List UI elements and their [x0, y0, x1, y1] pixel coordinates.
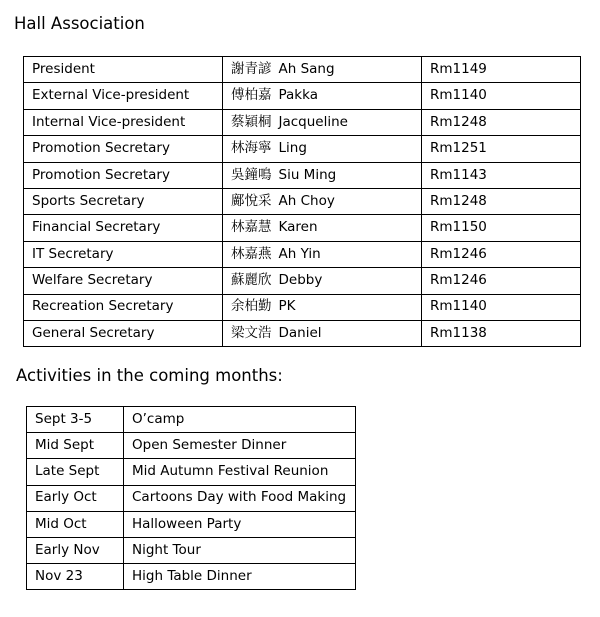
chinese-name: 林海寧: [231, 140, 272, 157]
role-cell: Recreation Secretary: [24, 294, 223, 320]
chinese-name: 吳鐘鳴: [231, 166, 272, 183]
english-name: Siu Ming: [278, 166, 337, 183]
amount-cell: Rm1246: [422, 241, 581, 267]
amount-cell: Rm1140: [422, 294, 581, 320]
table-row: [27, 511, 356, 537]
chinese-name: 林嘉慧: [231, 219, 272, 236]
chinese-name: 梁文浩: [231, 324, 272, 341]
name-cell: [223, 188, 422, 214]
english-name: Ah Choy: [278, 192, 335, 209]
date-cell: Nov 23: [27, 564, 124, 590]
table-row: [24, 188, 581, 214]
name-cell: [223, 215, 422, 241]
table-row: [24, 83, 581, 109]
activities-heading: Activities in the coming months:: [16, 366, 283, 385]
date-cell: Late Sept: [27, 459, 124, 485]
name-cell: [223, 136, 422, 162]
table-row: [24, 241, 581, 267]
english-name: PK: [278, 298, 296, 315]
english-name: Ling: [278, 140, 307, 157]
table-row: [24, 268, 581, 294]
amount-cell: Rm1251: [422, 136, 581, 162]
amount-cell: Rm1138: [422, 320, 581, 346]
amount-cell: Rm1140: [422, 83, 581, 109]
date-cell: Early Oct: [27, 485, 124, 511]
date-cell: Sept 3-5: [27, 407, 124, 433]
table-row: [27, 537, 356, 563]
event-cell: O’camp: [124, 407, 356, 433]
amount-cell: Rm1150: [422, 215, 581, 241]
name-cell: [223, 83, 422, 109]
event-cell: Mid Autumn Festival Reunion: [124, 459, 356, 485]
name-cell: [223, 294, 422, 320]
officers-table: [23, 56, 581, 347]
event-cell: Open Semester Dinner: [124, 433, 356, 459]
name-cell: [223, 162, 422, 188]
table-row: [24, 136, 581, 162]
chinese-name: 蔡穎桐: [231, 113, 272, 130]
table-row: [24, 109, 581, 135]
page-title: Hall Association: [14, 14, 145, 33]
role-cell: IT Secretary: [24, 241, 223, 267]
english-name: Debby: [278, 272, 323, 289]
table-row: [24, 320, 581, 346]
table-row: [24, 162, 581, 188]
table-row: [24, 57, 581, 83]
event-cell: Halloween Party: [124, 511, 356, 537]
table-row: [27, 433, 356, 459]
chinese-name: 余柏勤: [231, 298, 272, 315]
event-cell: Cartoons Day with Food Making: [124, 485, 356, 511]
name-cell: [223, 109, 422, 135]
role-cell: Welfare Secretary: [24, 268, 223, 294]
english-name: Pakka: [278, 87, 318, 104]
role-cell: External Vice-president: [24, 83, 223, 109]
table-row: [24, 294, 581, 320]
english-name: Daniel: [278, 324, 322, 341]
english-name: Jacqueline: [278, 113, 348, 130]
name-cell: [223, 268, 422, 294]
name-cell: [223, 241, 422, 267]
table-row: [27, 485, 356, 511]
date-cell: Mid Sept: [27, 433, 124, 459]
event-cell: High Table Dinner: [124, 564, 356, 590]
date-cell: Early Nov: [27, 537, 124, 563]
table-row: [27, 459, 356, 485]
date-cell: Mid Oct: [27, 511, 124, 537]
activities-table: [26, 406, 356, 590]
role-cell: Promotion Secretary: [24, 162, 223, 188]
role-cell: Sports Secretary: [24, 188, 223, 214]
role-cell: Financial Secretary: [24, 215, 223, 241]
chinese-name: 傅柏嘉: [231, 87, 272, 104]
role-cell: General Secretary: [24, 320, 223, 346]
amount-cell: Rm1246: [422, 268, 581, 294]
event-cell: Night Tour: [124, 537, 356, 563]
english-name: Ah Yin: [278, 245, 321, 262]
english-name: Karen: [278, 219, 318, 236]
name-cell: [223, 320, 422, 346]
role-cell: Promotion Secretary: [24, 136, 223, 162]
table-row: [27, 407, 356, 433]
chinese-name: 鄺悅采: [231, 192, 272, 209]
chinese-name: 林嘉燕: [231, 245, 272, 262]
name-cell: [223, 57, 422, 83]
amount-cell: Rm1248: [422, 188, 581, 214]
role-cell: Internal Vice-president: [24, 109, 223, 135]
role-cell: President: [24, 57, 223, 83]
chinese-name: 蘇麗欣: [231, 272, 272, 289]
amount-cell: Rm1143: [422, 162, 581, 188]
chinese-name: 謝青諺: [231, 60, 272, 77]
table-row: [27, 564, 356, 590]
english-name: Ah Sang: [278, 60, 335, 77]
amount-cell: Rm1149: [422, 57, 581, 83]
table-row: [24, 215, 581, 241]
amount-cell: Rm1248: [422, 109, 581, 135]
